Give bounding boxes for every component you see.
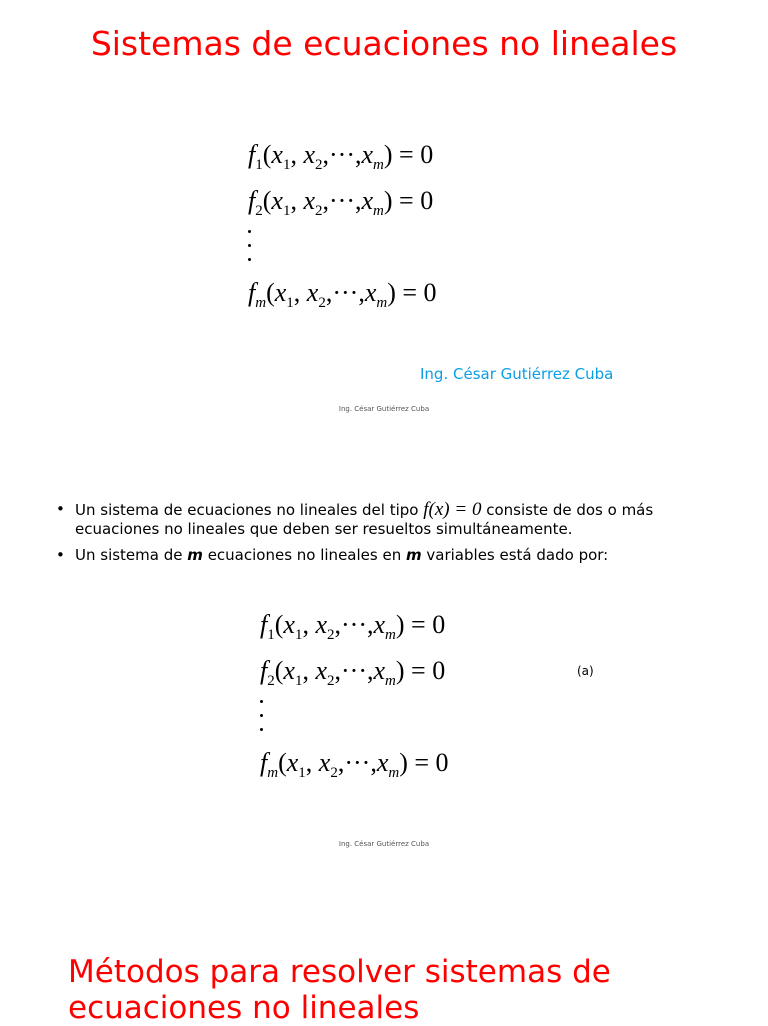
slide-footer: Ing. César Gutiérrez Cuba [338, 840, 430, 848]
slide-footer: Ing. César Gutiérrez Cuba [338, 405, 430, 413]
slide-3 [0, 870, 768, 1024]
bullet-item [54, 500, 714, 539]
slide-title: Métodos para resolver sistemas de ecuaciones no lineales [68, 954, 611, 1026]
equation-m: $f_m(x_1$, $x_2,\cdot\cdot\cdot,x_m) = 0$ [248, 278, 437, 311]
equation-m: $f_m(x_1$, $x_2,\cdot\cdot\cdot,x_m) = 0$ [260, 748, 449, 781]
bullet-text: variables está dado por: [426, 546, 609, 564]
vertical-ellipsis [248, 228, 254, 268]
bullet-item [54, 546, 714, 565]
bullet-text: Un sistema de ecuaciones no lineales del tipo [75, 501, 419, 519]
bullet-text: ecuaciones no lineales en [207, 546, 402, 564]
bullet-list [54, 500, 714, 572]
vertical-ellipsis [260, 698, 266, 738]
equation-2: $f_2(x_1$, $x_2,\cdot\cdot\cdot,x_m) = 0$ [248, 186, 434, 219]
inline-formula: f(x) = 0 [423, 499, 482, 520]
equation-label: (a) [577, 664, 594, 678]
slide-1 [0, 0, 768, 440]
bullet-text: consiste de dos o más ecuaciones no lineales que deben ser resueltos simultáneamente. [75, 501, 654, 538]
variable-m: m [187, 546, 203, 564]
equation-1: $f_1(x_1$, $x_2,\cdot\cdot\cdot,x_m) = 0$ [260, 610, 446, 643]
bullet-icon: • [56, 546, 65, 564]
variable-m: m [405, 546, 422, 564]
slide-title: Sistemas de ecuaciones no lineales [90, 24, 678, 63]
author-credit: Ing. César Gutiérrez Cuba [420, 365, 614, 383]
slide-2 [0, 440, 768, 870]
equation-1: $f_1(x_1$, $x_2,\cdot\cdot\cdot,x_m) = 0$ [248, 140, 434, 173]
bullet-icon: • [56, 500, 65, 518]
bullet-text: Un sistema de [75, 546, 183, 564]
equation-2: $f_2(x_1$, $x_2,\cdot\cdot\cdot,x_m) = 0$ [260, 656, 446, 689]
